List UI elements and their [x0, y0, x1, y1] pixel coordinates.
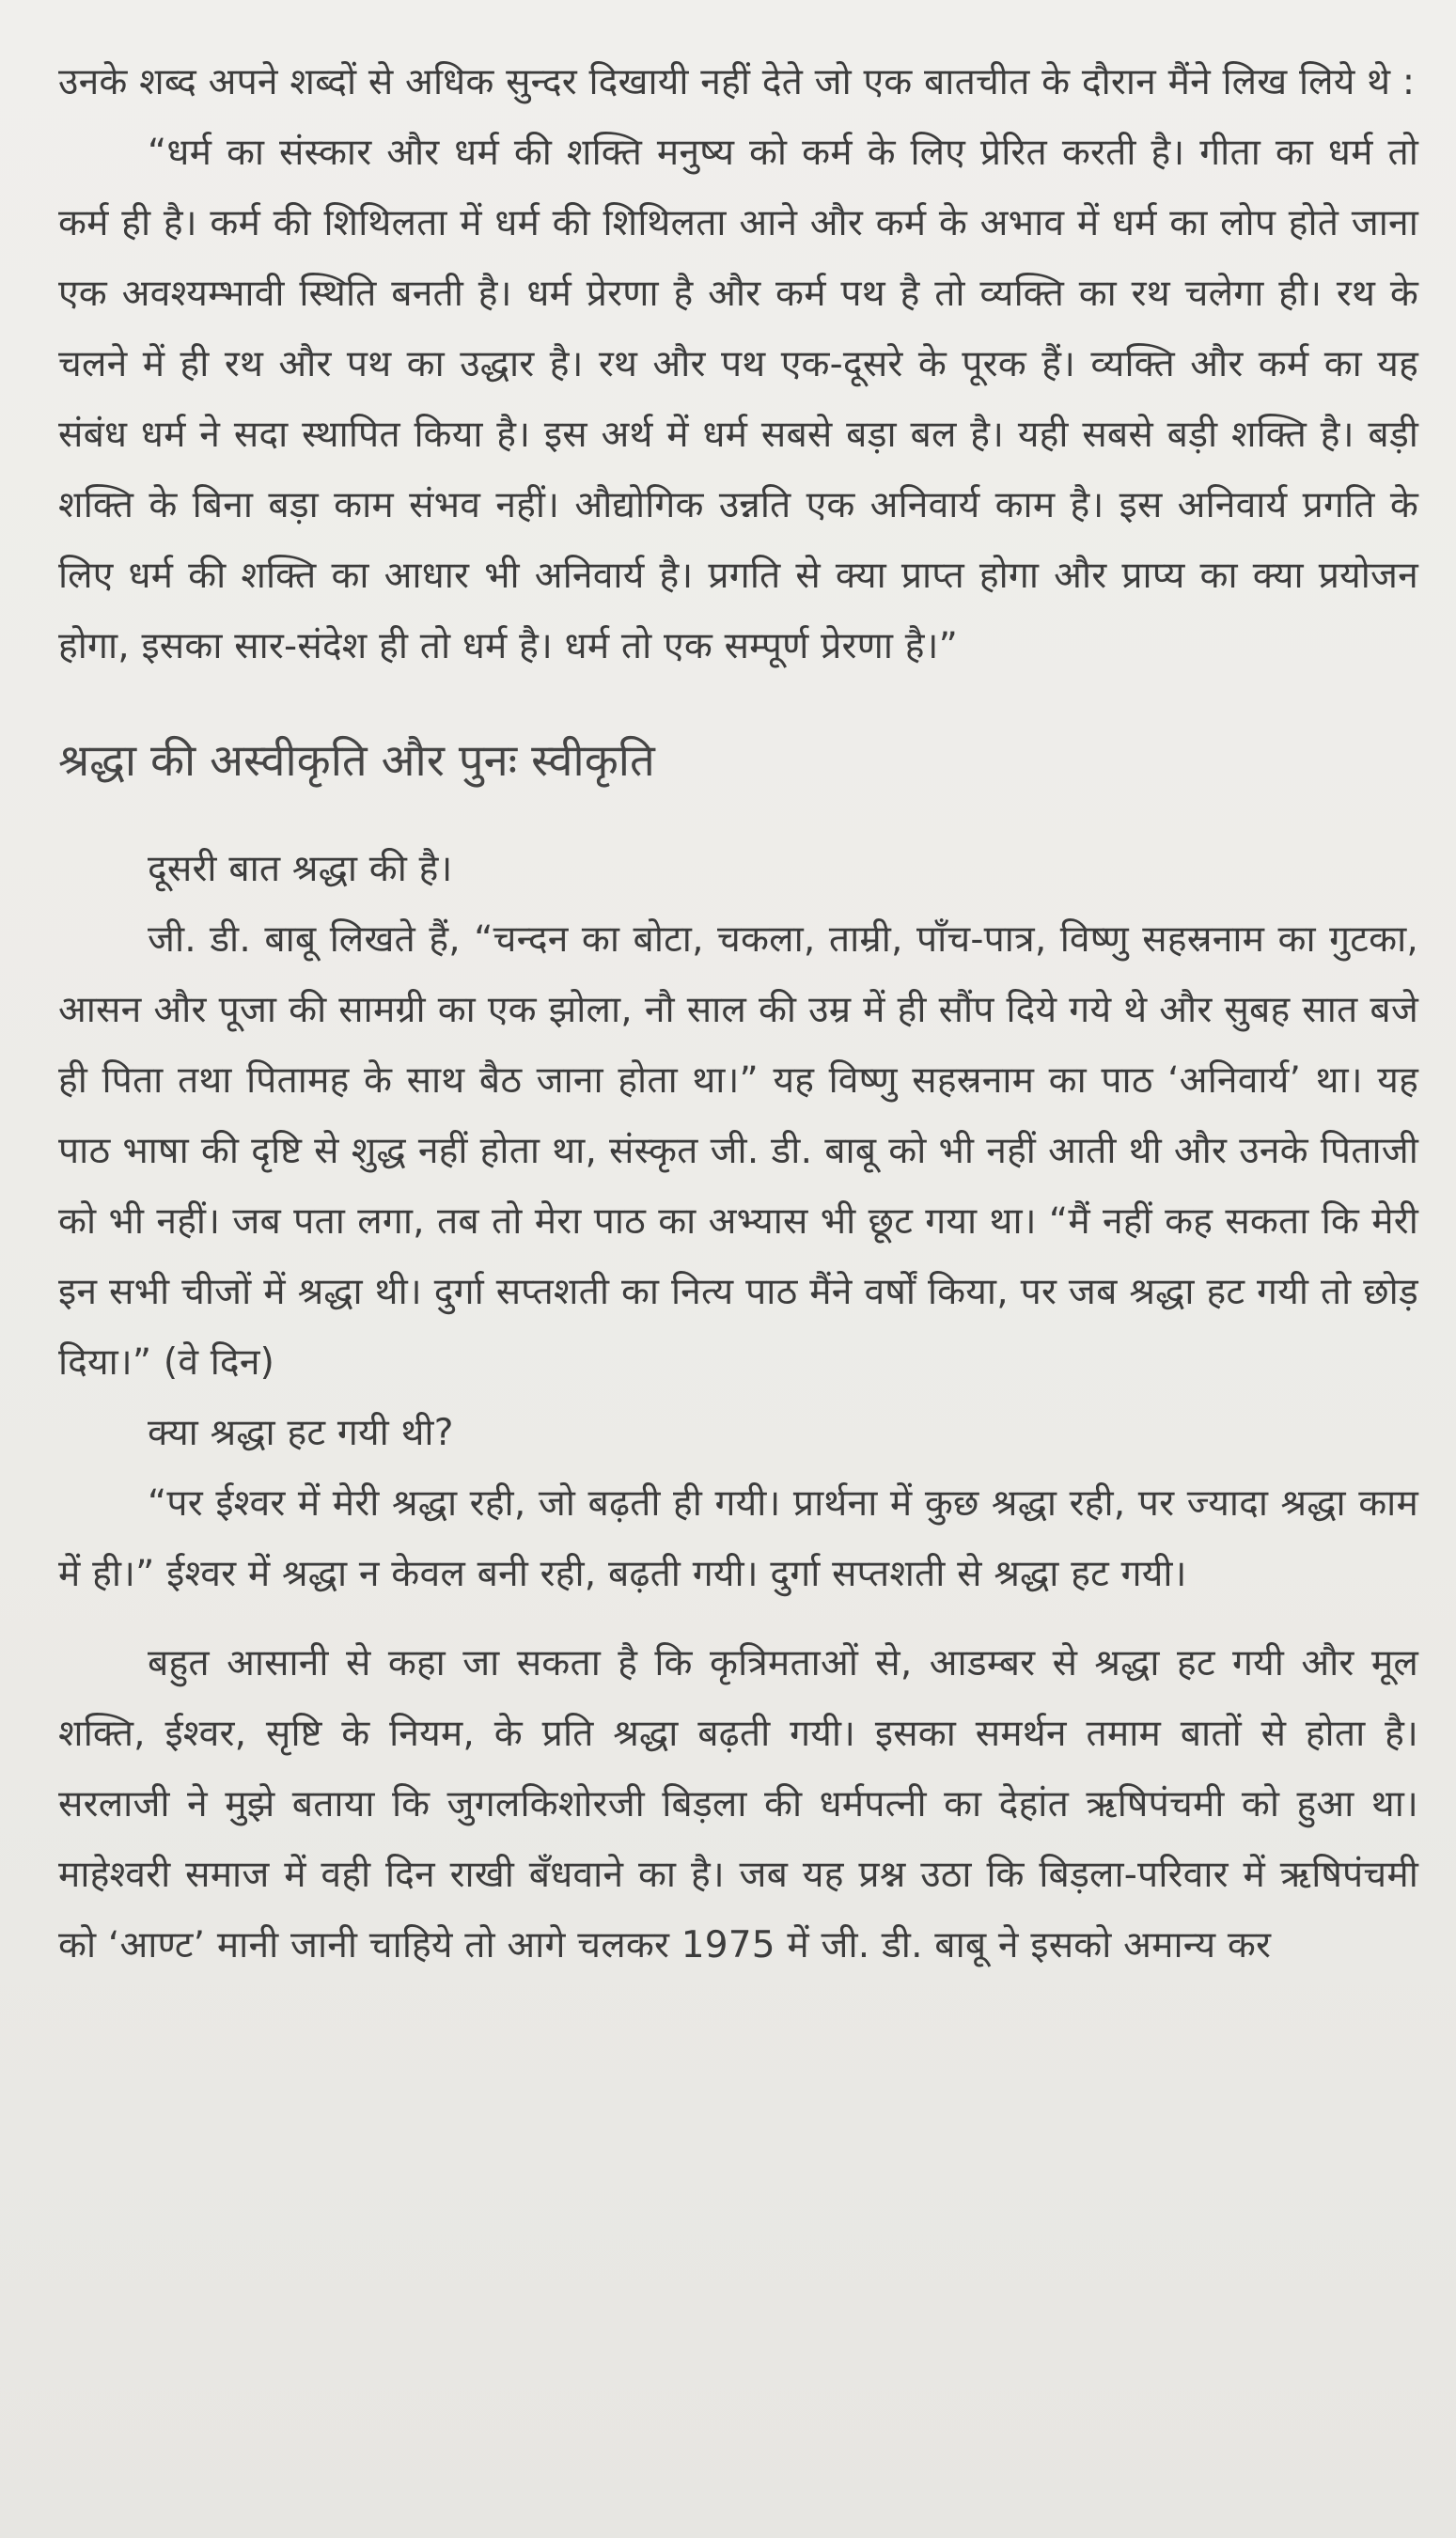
gd-babu-paragraph: जी. डी. बाबू लिखते हैं, “चन्दन का बोटा, चकला, ताम्री, पाँच-पात्र, विष्णु सहस्रनाम का गुटका, आसन और पूजा की सामग्री का एक झोला, नौ साल की उम्र में ही सौंप दिये गये थे और सुबह सात बजे ही पिता तथा पितामह के साथ बैठ जाना होता था।” यह विष्णु सहस्रनाम का पाठ ‘अनिवार्य’ था। यह पाठ भाषा की दृष्टि से शुद्ध नहीं होता था, संस्कृत जी. डी. बाबू को भी नहीं आती थी और उनके पिताजी को भी नहीं। जब पता लगा, तब तो मेरा पाठ का अभ्यास भी छूट गया था। “मैं नहीं कह सकता कि मेरी इन सभी चीजों में श्रद्धा थी। दुर्गा सप्तशती का नित्य पाठ मैंने वर्षों किया, पर जब श्रद्धा हट गयी तो छोड़ दिया।” (वे दिन) — [58, 918, 1418, 1384]
rishipanchami-paragraph: बहुत आसानी से कहा जा सकता है कि कृत्रिमताओं से, आडम्बर से श्रद्धा हट गयी और मूल शक्ति, ईश्वर, सृष्टि के नियम, के प्रति श्रद्धा बढ़ती गयी। इसका समर्थन तमाम बातों से होता है। सरलाजी ने मुझे बताया कि जुगलकिशोरजी बिड़ला की धर्मपत्नी का देहांत ऋषिपंचमी को हुआ था। माहेश्वरी समाज में वही दिन राखी बँधवाने का है। जब यह प्रश्न उठा कि बिड़ला-परिवार में ऋषिपंचमी को ‘आण्ट’ मानी जानी चाहिये तो आगे चलकर 1975 में जी. डी. बाबू ने इसको अमान्य कर — [58, 1642, 1418, 1966]
intro-paragraph: उनके शब्द अपने शब्दों से अधिक सुन्दर दिखायी नहीं देते जो एक बातचीत के दौरान मैंने लिख लिये थे : — [58, 61, 1416, 103]
dharma-quote-paragraph: “धर्म का संस्कार और धर्म की शक्ति मनुष्य को कर्म के लिए प्रेरित करती है। गीता का धर्म तो कर्म ही है। कर्म की शिथिलता में धर्म की शिथिलता आने और कर्म के अभाव में धर्म का लोप होते जाना एक अवश्यम्भावी स्थिति बनती है। धर्म प्रेरणा है और कर्म पथ है तो व्यक्ति का रथ चलेगा ही। रथ के चलने में ही रथ और पथ का उद्धार है। रथ और पथ एक-दूसरे के पूरक हैं। व्यक्ति और कर्म का यह संबंध धर्म ने सदा स्थापित किया है। इस अर्थ में धर्म सबसे बड़ा बल है। यही सबसे बड़ी शक्ति है। बड़ी शक्ति के बिना बड़ा काम संभव नहीं। औद्योगिक उन्नति एक अनिवार्य काम है। इस अनिवार्य प्रगति के लिए धर्म की शक्ति का आधार भी अनिवार्य है। प्रगति से क्या प्राप्त होगा और प्राप्य का क्या प्रयोजन होगा, इसका सार-संदेश ही तो धर्म है। धर्म तो एक सम्पूर्ण प्रेरणा है।” — [58, 132, 1418, 667]
section-heading: श्रद्धा की अस्वीकृति और पुनः स्वीकृति — [58, 735, 655, 787]
question-paragraph: क्या श्रद्धा हट गयी थी? — [148, 1412, 454, 1454]
ishwar-paragraph: “पर ईश्वर में मेरी श्रद्धा रही, जो बढ़ती ही गयी। प्रार्थना में कुछ श्रद्धा रही, पर ज्यादा श्रद्धा काम में ही।” ईश्वर में श्रद्धा न केवल बनी रही, बढ़ती गयी। दुर्गा सप्तशती से श्रद्धा हट गयी। — [58, 1482, 1418, 1595]
shraddha-intro-paragraph: दूसरी बात श्रद्धा की है। — [148, 848, 453, 890]
